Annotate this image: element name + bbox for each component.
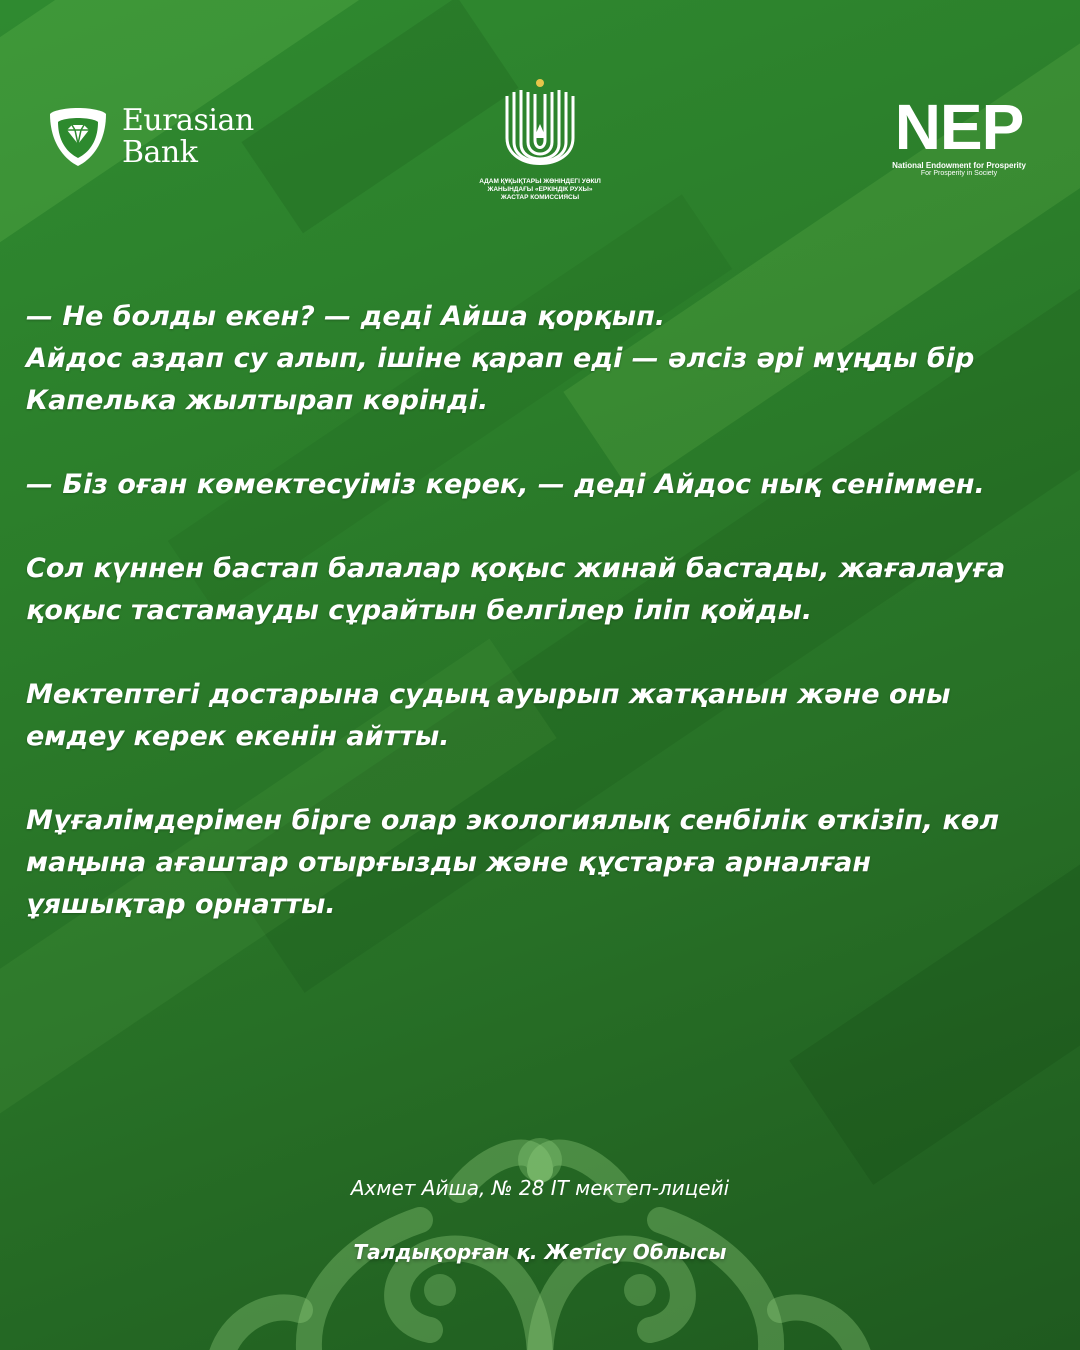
eurasian-bank-wordmark [122, 105, 254, 169]
nep-subtitle: National Endowment for Prosperity [892, 161, 1026, 170]
diamond-shield-icon [48, 106, 108, 168]
story-paragraph [26, 548, 1046, 632]
story-line: қоқыс тастамауды сұрайтын белгілер іліп қойды. [26, 595, 813, 626]
nep-mark: NEP [894, 91, 1024, 163]
nep-tagline: For Prosperity in Society [920, 170, 998, 177]
story-paragraph [26, 464, 1046, 506]
nep-logo [888, 91, 1030, 177]
story-line: Айдос аздап су алып, ішіне қарап еді — әлсіз әрі мұңды бір [26, 343, 975, 374]
eb-line2: Bank [122, 135, 198, 170]
story-paragraph [26, 674, 1046, 758]
commission-caption-line2: ЖАНЫНДАҒЫ «ЕРКІНДІК РУХЫ» [487, 186, 593, 193]
commission-caption [475, 178, 605, 202]
commission-logo [475, 78, 605, 202]
commission-emblem-icon [501, 78, 579, 170]
story-line: Сол күннен бастап балалар қоқыс жинай бастады, жағалауға [26, 553, 1006, 584]
story-paragraph [26, 296, 1046, 422]
place-line: Талдықорған қ. Жетісу Облысы [353, 1240, 727, 1264]
eb-line1: Eurasian [122, 103, 254, 138]
story-line: — Не болды екен? — деді Айша қорқып. [26, 301, 666, 332]
story-line: емдеу керек екенін айтты. [26, 721, 450, 752]
story-text [26, 296, 1046, 926]
story-line: Капелька жылтырап көрінді. [26, 385, 489, 416]
eurasian-bank-logo [48, 105, 254, 169]
author-line: Ахмет Айша, № 28 IT мектеп-лицейі [350, 1176, 730, 1200]
story-paragraph [26, 800, 1046, 926]
story-line: Мектептегі достарына судың ауырып жатқанын және оны [26, 679, 951, 710]
story-line: маңына ағаштар отырғызды және құстарға арналған [26, 847, 872, 878]
story-line: Мұғалімдерімен бірге олар экологиялық сенбілік өткізіп, көл [26, 805, 1000, 836]
story-line: ұяшықтар орнатты. [26, 889, 336, 920]
commission-caption-line3: ЖАСТАР КОМИССИЯСЫ [500, 194, 580, 201]
commission-caption-line1: АДАМ ҚҰҚЫҚТАРЫ ЖӨНІНДЕГІ УӘКІЛ [479, 178, 601, 185]
story-line: — Біз оған көмектесуіміз керек, — деді Айдос нық сеніммен. [26, 469, 985, 500]
